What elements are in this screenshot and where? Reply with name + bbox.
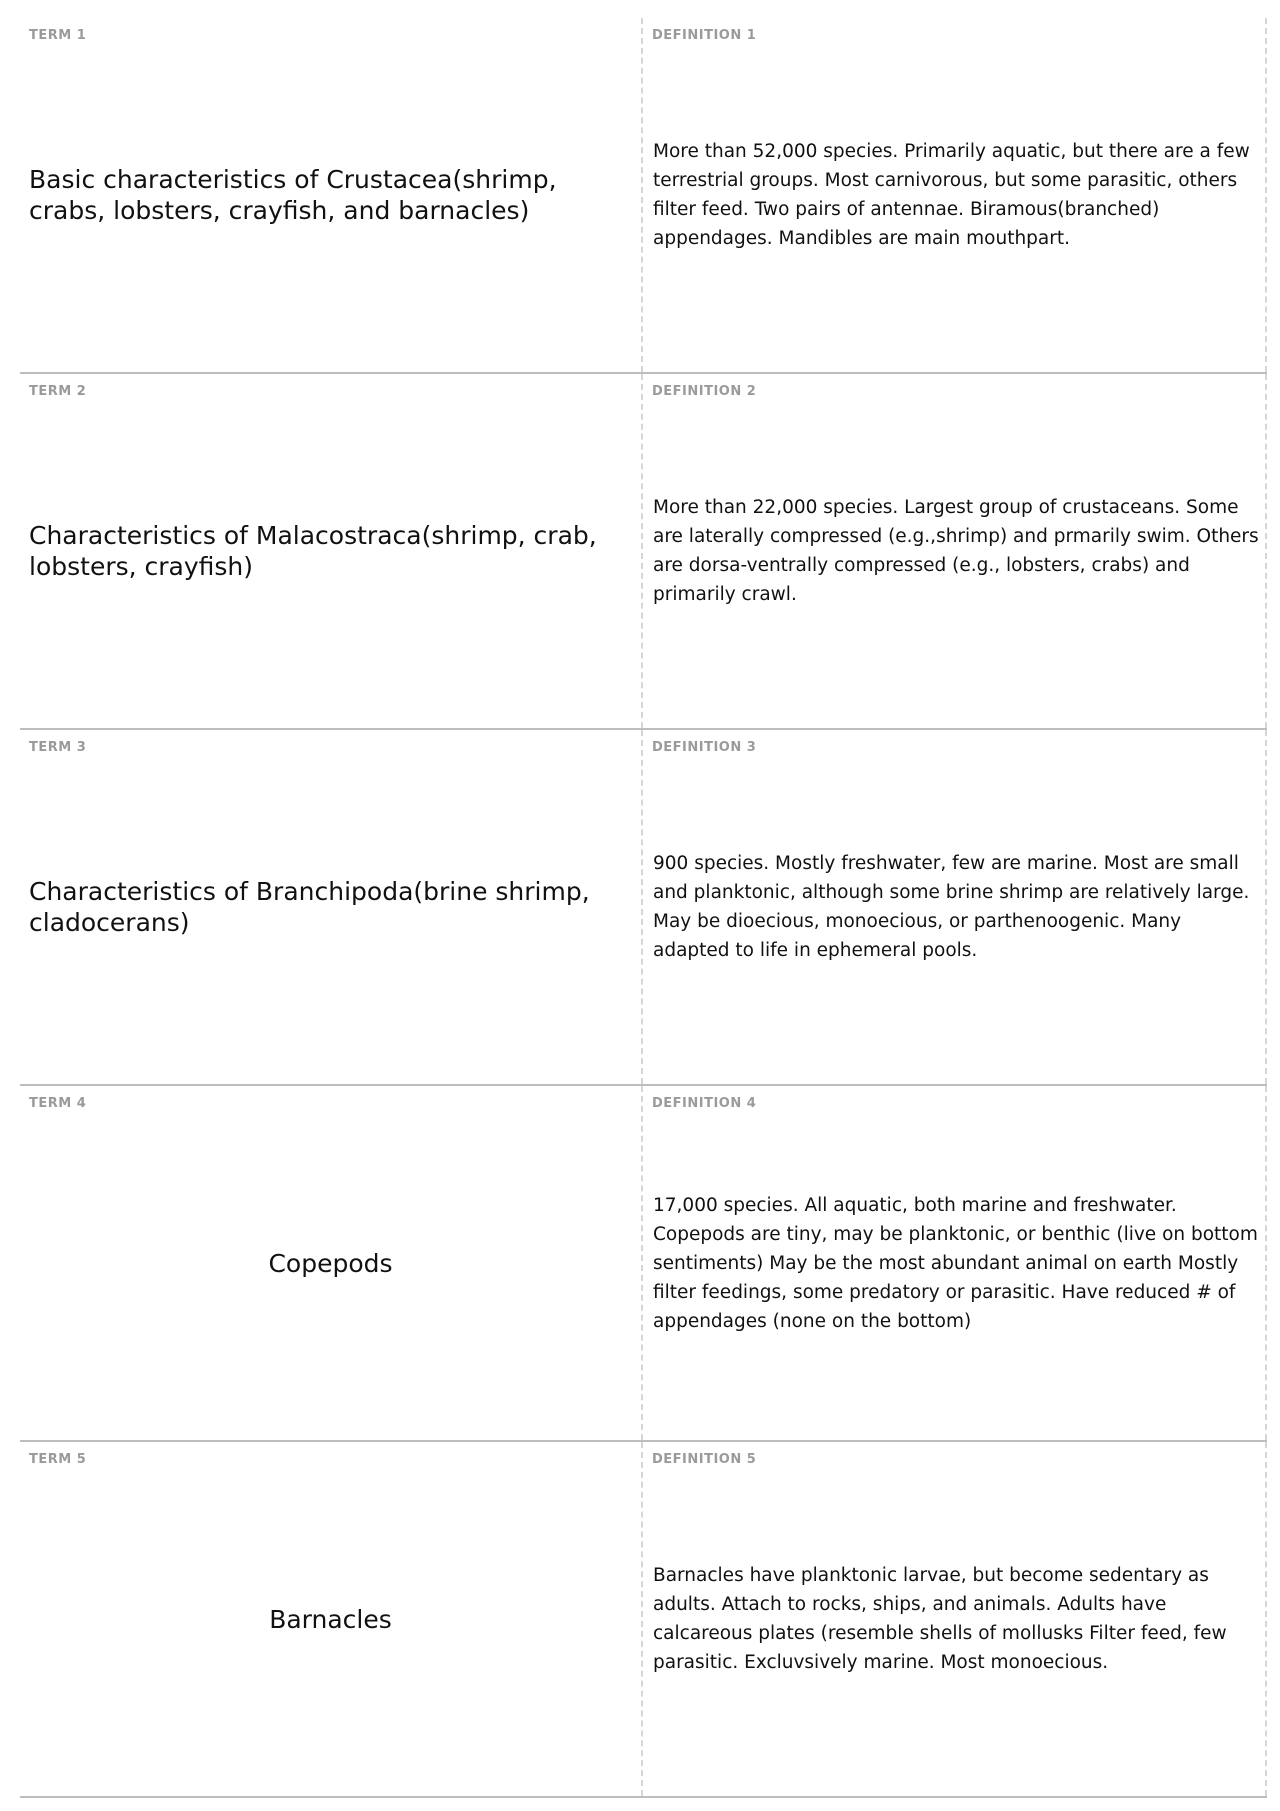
term-cell [20, 1442, 643, 1796]
term-label: TERM 5 [29, 1452, 87, 1467]
definition-label: DEFINITION 2 [652, 384, 757, 399]
term-text: Copepods [268, 1248, 393, 1278]
definition-cell [643, 18, 1267, 372]
definition-text: 17,000 species. All aquatic, both marine and freshwater. Copepods are tiny, may be planktonic, or benthic (live on bottom sentiments) May be the most abundant animal on earth Mostly filter feedings, some predatory or parasitic. Have reduced # of appendages (none on the bottom) [653, 1194, 1258, 1332]
term-cell [20, 18, 643, 372]
definition-cell [643, 730, 1267, 1084]
definition-cell [643, 1086, 1267, 1440]
term-text: Basic characteristics of Crustacea(shrimp, crabs, lobsters, crayfish, and barnacles) [29, 165, 557, 225]
definition-text: 900 species. Mostly freshwater, few are marine. Most are small and planktonic, although some brine shrimp are relatively large. May be dioecious, monoecious, or parthenoogenic. Many adapted to life in ephemeral pools. [653, 853, 1250, 961]
term-cell [20, 730, 643, 1084]
flashcard-row [20, 730, 1267, 1086]
flashcard-sheet [20, 18, 1267, 1798]
definition-label: DEFINITION 3 [652, 740, 757, 755]
term-label: TERM 1 [29, 28, 87, 43]
flashcard-row [20, 1086, 1267, 1442]
term-label: TERM 2 [29, 384, 87, 399]
definition-text: More than 22,000 species. Largest group of crustaceans. Some are laterally compressed (e.g.,shrimp) and prmarily swim. Others are dorsa-ventrally compressed (e.g., lobsters, crabs) and primarily crawl. [653, 497, 1259, 605]
term-label: TERM 4 [29, 1096, 87, 1111]
term-cell [20, 1086, 643, 1440]
definition-cell [643, 1442, 1267, 1796]
definition-label: DEFINITION 1 [652, 28, 757, 43]
flashcard-row [20, 18, 1267, 374]
definition-cell [643, 374, 1267, 728]
definition-text: Barnacles have planktonic larvae, but become sedentary as adults. Attach to rocks, ships, and animals. Adults have calcareous plates (resemble shells of mollusks Filter feed, few parasitic. Excluvsively marine. Most monoecious. [653, 1565, 1227, 1673]
definition-text: More than 52,000 species. Primarily aquatic, but there are a few terrestrial groups. Most carnivorous, but some parasitic, others filter feed. Two pairs of antennae. Biramous(branched) appendages. Mandibles are main mouthpart. [653, 141, 1250, 249]
flashcard-row [20, 1442, 1267, 1798]
term-text: Characteristics of Malacostraca(shrimp, crab, lobsters, crayfish) [29, 521, 597, 581]
flashcard-row [20, 374, 1267, 730]
term-text: Barnacles [269, 1604, 392, 1634]
definition-label: DEFINITION 5 [652, 1452, 757, 1467]
term-label: TERM 3 [29, 740, 87, 755]
term-cell [20, 374, 643, 728]
definition-label: DEFINITION 4 [652, 1096, 757, 1111]
term-text: Characteristics of Branchipoda(brine shrimp, cladocerans) [29, 877, 590, 937]
